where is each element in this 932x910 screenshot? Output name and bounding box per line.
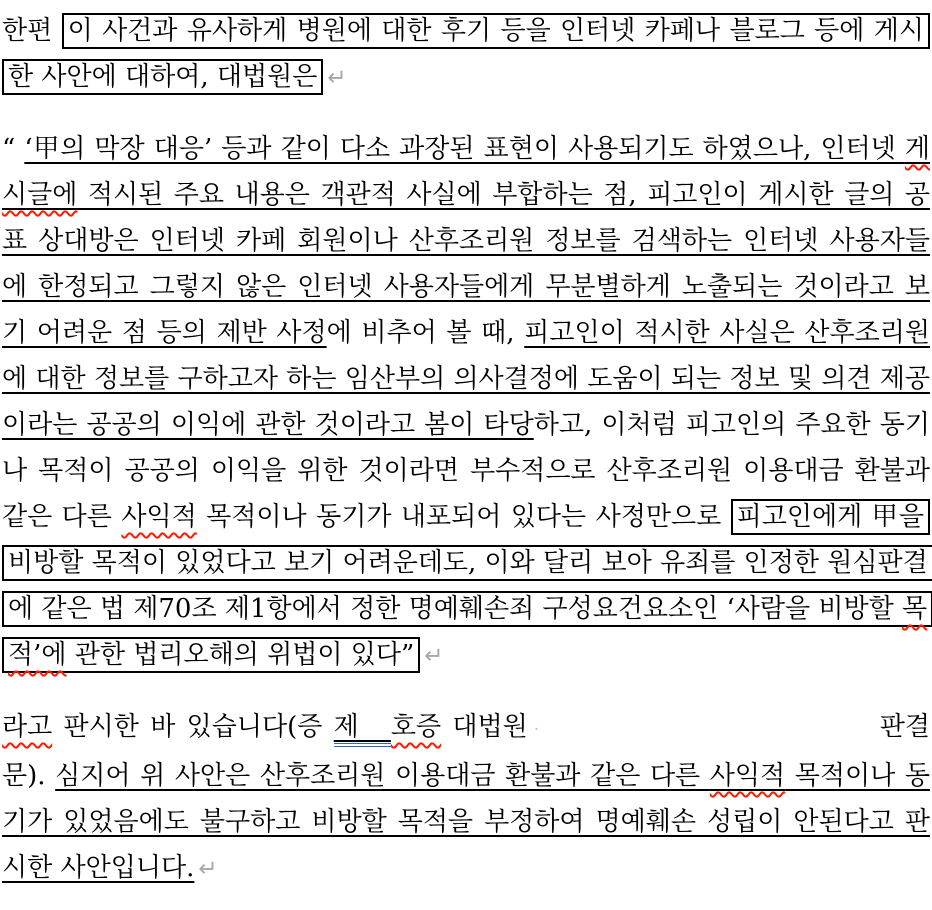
- misspelled-word: 게시글에: [2, 134, 930, 210]
- open-quote: “: [2, 134, 25, 164]
- underlined-text-content: 목적이나 동기가 있었음에도 불구하고 비방할 목적을 부정하여 명예훼손 성립이 안된다고 판시한 사안입니다.: [2, 761, 930, 883]
- case-number-blank: ·: [533, 719, 540, 740]
- misspelled-word: 호증: [390, 712, 442, 742]
- misspelled-word: 라고: [2, 712, 53, 742]
- plain-text: 목적이나 동기가 내포되어 있다는 사정만으로: [196, 502, 731, 532]
- bordered-text: [2, 13, 930, 95]
- plain-text: 하고, 이처럼 피고인의 주요한 동기나 목적이 공공의 이익을 위한 것이라면 부수적으로 산후조리원 이용대금 환불과 같은 다른: [2, 410, 930, 532]
- paragraph-mark-icon: ↵: [198, 856, 218, 882]
- exhibit-number-blank: 제: [334, 712, 391, 747]
- underlined-text-content: 심지어 위 사안은 산후조리원 이용대금 환불과 같은 다른: [55, 761, 710, 791]
- underlined-text-content: ‘甲의 막장 대응’ 등과 같이 다소 과장된 표현이 사용되기도 하였으나, 인터넷: [24, 134, 905, 164]
- paragraph-intro: [2, 8, 930, 101]
- misspelled-word: 사익적: [121, 502, 197, 532]
- bordered-text-content: 이 사건과 유사하게 병원에 대한 후기 등을 인터넷 카페나 블로그 등에 게시한 사안에 대하여, 대법원은: [8, 16, 924, 92]
- misspelled-word: 사익적: [709, 761, 786, 791]
- plain-text: 대법원: [441, 712, 528, 742]
- underlined-text-content: 적시된 주요 내용은 객관적 사실에 부합하는 점, 피고인이 게시한 글의 공표 상대방은 인터넷 카페 회원이나 산후조리원 정보를 검색하는 인터넷 사용자들에 한정되고 그렇지 않은 인터넷 사용자들에게 무분별하게 노출되는 것이라고 보기 어려운 점 등의 제반 사정: [2, 180, 930, 348]
- underlined-text: [2, 134, 930, 348]
- paragraph-mark-icon: ↵: [424, 643, 444, 669]
- paragraph-conclusion: [2, 704, 930, 892]
- underlined-text-content: 피고인이 적시한 사실은 산후조리원에 대한 정보를 구하고자 하는 임산부의 의사결정에 도움이 되는 정보 및 의견 제공이라는 공공의 이익에 관한 것이라고 봄이 타당: [2, 318, 931, 440]
- paragraph-mark-icon: ↵: [327, 65, 347, 91]
- plain-text: 판시한 바 있습니다(증: [52, 712, 334, 742]
- plain-text: 에 비추어 볼 때,: [326, 318, 525, 348]
- bordered-text-content: 관한 법리오해의 위법이 있다”: [66, 640, 415, 670]
- misspelled-word: 목적’에: [8, 594, 928, 670]
- paragraph-supreme-court-quote: [2, 126, 930, 679]
- underlined-text: [2, 761, 930, 883]
- plain-text: 한편: [2, 16, 62, 46]
- plain-text: 판결문).: [2, 712, 930, 791]
- bordered-text-content: 피고인에게 甲을 비방할 목적이 있었다고 보기 어려운데도, 이와 달리 보아 유죄를 인정한 원심판결에 같은 법 제70조 제1항에서 정한 명예훼손죄 구성요건요소인 ‘사람을 비방할: [8, 502, 928, 624]
